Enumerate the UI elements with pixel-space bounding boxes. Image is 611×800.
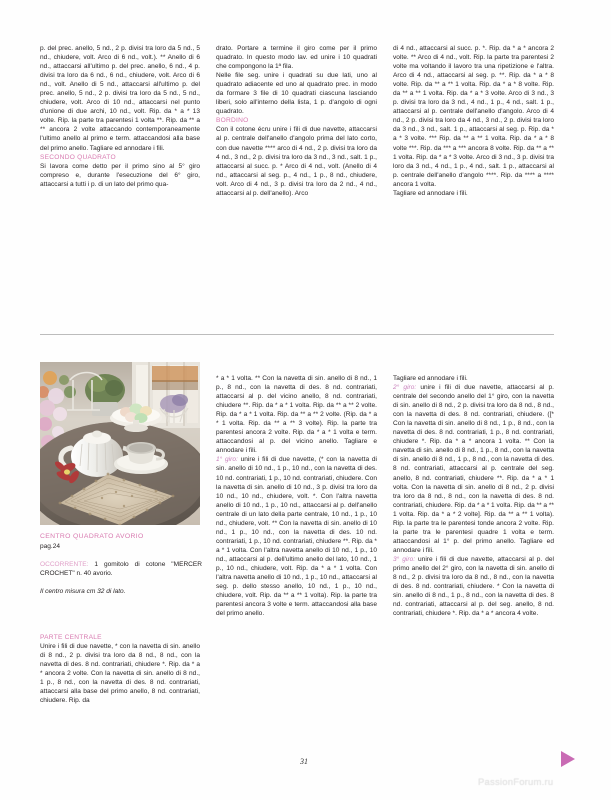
top-column-1 (40, 44, 200, 189)
round-1-label: 1° giro: (216, 456, 238, 464)
caption-size-note: Il centro misura cm 32 di lato. (40, 587, 126, 595)
paragraph: Con il cotone écru unire i fili di due navette, attaccarsi al p. centrale dell'anello d'angolo prima del lato corto, con due navette **** arco di 4 nd., 2 p. divisi tra loro da 4 nd., 3 nd., 2 p. divisi tra loro da 3 nd., 3 nd., salt. 1 p., attaccarsi al succ. p. * Arco di 4 nd., volt. (Anello di 4 nd., attaccarsi al seg. p., 4 nd., 1 p., 8 nd., chiudere, volt. Arco di 4 nd., 3 p. divisi tra loro da 2 nd., 4 nd., attaccarsi al p. dell'anello). Arco (216, 126, 377, 197)
round-1-paragraph (216, 455, 377, 618)
paragraph: Si lavora come detto per il primo sino al 5° giro compreso e, durante l'esecuzione del 6° giro, attaccarsi a tutti i p. di un lato del primo qua- (40, 162, 200, 188)
top-column-2 (216, 44, 377, 198)
paragraph: di 4 nd., attaccarsi al succ. p. *. Rip. da * a * ancora 2 volte. ** Arco di 4 nd., volt. Rip. la parte tra parentesi 2 volte ma voltando il lavoro tra una ripetizione e l'altra. Arco di 4 nd., attaccarsi al seg. p. **. Rip. da * a * 8 volte. Rip. da ** a ** 1 volta. Rip. da * a * 8 volte. Rip. da ** a ** 1 volta. Rip. da * a * 3 volte. Arco di 3 nd., 3 p. divisi tra loro da 3 nd., 4 nd., 1 p., 4 nd., salt. 1 p., attaccarsi al p. centrale dell'anello d'angolo. Arco di 4 nd., 2 p. divisi tra loro da 4 nd., 3 nd., 2 p. divisi tra loro da 3 nd., 3 nd., salt. 1 p., attaccarsi al seg. p. Rip. da * a * 3 volte. *** Rip. da ** a ** 1 volta. Rip. da * a * 8 volte ***. Rip. da *** a *** ancora 8 volte. Rip. da ** a ** 1 volta. Rip. da * a * 3 volte. Arco di 3 nd., 3 p. divisi tra loro da 3 nd., 4 nd., 1 p., 4 nd., salt. 1 p., attaccarsi al p. centrale dell'anello d'angolo ****. Rip. da **** a **** ancora 1 volta. (393, 45, 554, 188)
round-3-label: 3° giro: (393, 555, 416, 563)
section-heading-bordino: BORDINO (216, 117, 249, 125)
section-heading-parte-centrale: PARTE CENTRALE (40, 634, 102, 641)
caption-materials (40, 560, 202, 578)
tea-table-with-square-doily-photo (40, 362, 200, 525)
paragraph: Nelle file seg. unire i quadrati su due lati, uno al quadrato adiacente ed uno al quadrato prec. in modo da formare 3 file di 10 quadrati ciascuna lasciando liberi, solo all'interno della lista, 1 p. d'angolo di ogni quadrato. (216, 72, 377, 116)
materials-label: OCCORRENTE: (40, 560, 89, 568)
round-3-paragraph (393, 555, 554, 618)
caption-page-ref: pag.24 (40, 542, 61, 550)
round-2-paragraph (393, 383, 554, 555)
round-3-text: unire i fili di due navette, attaccarsi al p. del primo anello del 2° giro, con la navetta di sin. anello di 8 nd., 2 p. divisi tra loro da 8 nd., 8 nd., con la navetta di des. 8 nd. contrariati, chiudere. * Con la navetta di sin. anello di 8 nd., 1 p., 8 nd., con la navetta di des. 8 nd. contrariati, attaccarsi al p. del seg. anello, 8 nd. contrariati, chiudere *. Rip. da * a * ancora 4 volte. (393, 555, 555, 618)
round-2-text: unire i fili di due navette, attaccarsi al p. centrale del secondo anello del 1° giro, con la navetta di sin. anello di 8 nd., 2 p. divisi tra loro da 8 nd., 8 nd., con la navetta di des. 8 nd. contrariati, chiudere. ([* Con la navetta di sin. anello di 8 nd., 1 p., 8 nd., con la navetta di des. 8 nd. contrariati, 1 p., 8 nd. contrariati, chiudere *. Rip. da * a * ancora 1 volta. ** Con la navetta di sin. anello di 8 nd., 1 p., 8 nd., con la navetta di sin. anello di 8 nd., 1 p., 8 nd., con la navetta di des. 8 nd. contrariati, attaccarsi al p. centrale del seg. anello, 8 nd. contrariati, chiudere **. Rip. da * a * 1 volta. Con la navetta di sin. anello di 8 nd., 2 p. divisi tra loro da 8 nd., 8 nd., con la navetta di des. 8 nd. contrariati, chiudere. Rip. da * a * 1 volta. Rip. da ** a ** 1 volta. Rip. da * a * 2 volte]. Rip. da ** a ** 1 volta). Rip. la parte tra le parentesi tonde ancora 2 volte. Rip. la parte tra le parentesi quadre 1 volta e term. attaccandosi al 1° p. del primo anello. Tagliare ed annodare i fili. (393, 384, 554, 554)
paragraph: Tagliare ed annodare i fili. (393, 375, 468, 382)
paragraph: Unire i fili di due navette, * con la navetta di sin. anello di 8 nd., 2 p. divisi tra loro da 8 nd., 8 nd., con la navetta di des. 8 nd. contrariati, chiudere *. Rip. da * a * ancora 2 volte. Con la navetta di sin. anello di 8 nd., 1 p., 8 nd., con la navetta di des. 8 nd. contrariati, attaccarsi alla base del primo anello, 8 nd. contrariati, chiudere. Rip. da (40, 643, 200, 705)
next-page-arrow-icon[interactable] (561, 751, 575, 767)
section-heading-secondo-quadrato: SECONDO QUADRATO (40, 153, 116, 161)
paragraph: Tagliare ed annodare i fili. (393, 189, 468, 197)
paragraph: * a * 1 volta. ** Con la navetta di sin. anello di 8 nd., 1 p., 8 nd., con la navetta di des. 8 nd. contrariati, attaccarsi al p. del vicino anello, 8 nd. contrariati, chiudere **. Rip. da * a * 1 volta. Rip. da ** a ** 2 volte. Rip. da * a * 1 volta. Rip. da ** a ** 2 volte. (Rip. da * a * 1 volta. Rip. da ** a ** 3 volte). Rip. la parte tra parentesi ancora 2 volte. Rip. da * a * 1 volta e term. attaccandosi al p. del vicino anello. Tagliare e annodare i fili. (216, 375, 377, 455)
photo-caption-block (40, 532, 202, 596)
paragraph: p. del prec. anello, 5 nd., 2 p. divisi tra loro da 5 nd., 5 nd., chiudere, volt. Arco di 6 nd., volt.). ** Anello di 6 nd., attaccarsi all'ultimo p. del prec. anello, 6 nd., 4 p. divisi tra loro da 6 nd., 6 nd., chiudere, volt. Arco di 6 nd., volt. Anello di 5 nd., attaccarsi all'ultimo p. del prec. anello, 5 nd., 2 p. divisi tra loro da 5 nd., 5 nd., chiudere, volt. Arco di 10 nd., attaccarsi nel punto d'unione di due archi, 10 nd., volt. Rip. da * a * 13 volte. Rip. la parte tra parentesi 1 volta **. Rip. da ** a ** ancora 2 volte attaccando contemporaneamente l'ultimo anello al primo e term. attaccandosi alla base del primo anello. Tagliare ed annodare i fili. (40, 45, 200, 152)
materials-text: 1 gomitolo di cotone "MERCER CROCHET" n. 40 avorio. (40, 560, 202, 577)
bottom-column-2 (216, 374, 377, 618)
round-1-text: unire i fili di due navette, (* con la navetta di sin. anello di 10 nd., 1 p., 10 nd., con la navetta di des. 10 nd. contrariati, 1 p., 10 nd. contrariati, chiudere. Con la navetta di sin. anello di 10 nd., 3 p. divisi tra loro da 10 nd., 10 nd., chiudere, volt. *. Con l'altra navetta anello di 10 nd., 1 p., 10 nd., attaccarsi al p. dell'anello centrale di un lato della parte centrale, 10 nd., 1 p., 10 nd., chiudere, volt. ** Con la navetta di sin. anello di 10 nd., 1 p., 10 nd., con la navetta di des. 10 nd. contrariati, 1 p., 10 nd. contrariati, chiudere **. Rip. da * a * 1 volta. Con l'altra navetta anello di 10 nd., 1 p., 10 nd., attaccarsi al p. dell'ultimo anello del lato, 10 nd., 1 p., 10 nd., chiudere, volt. Rip. da * a * 1 volta. Con l'altra navetta anello di 10 nd., 1 p., 10 nd., attaccarsi al seg. p. dello stesso anello, 10 nd., 1 p., 10 nd., chiudere, volt. Rip. da ** a ** 1 volta). Rip. la parte tra parentesi ancora 3 volte e term. attaccandosi alla base del primo anello. (216, 456, 377, 618)
section-divider (40, 334, 554, 335)
top-column-3 (393, 44, 554, 198)
bottom-column-3 (393, 374, 554, 618)
paragraph: drato. Portare a termine il giro come per il primo quadrato. In questo modo lav. ed unire i 10 quadrati che compongono la 1ª fila. (216, 45, 377, 71)
round-2-label: 2° giro: (393, 384, 417, 392)
caption-title: CENTRO QUADRATO AVORIO (40, 533, 144, 540)
page-number: 31 (300, 757, 308, 766)
bottom-column-1 (40, 633, 200, 705)
watermark-passionforum: PassionForum.ru (478, 777, 554, 788)
